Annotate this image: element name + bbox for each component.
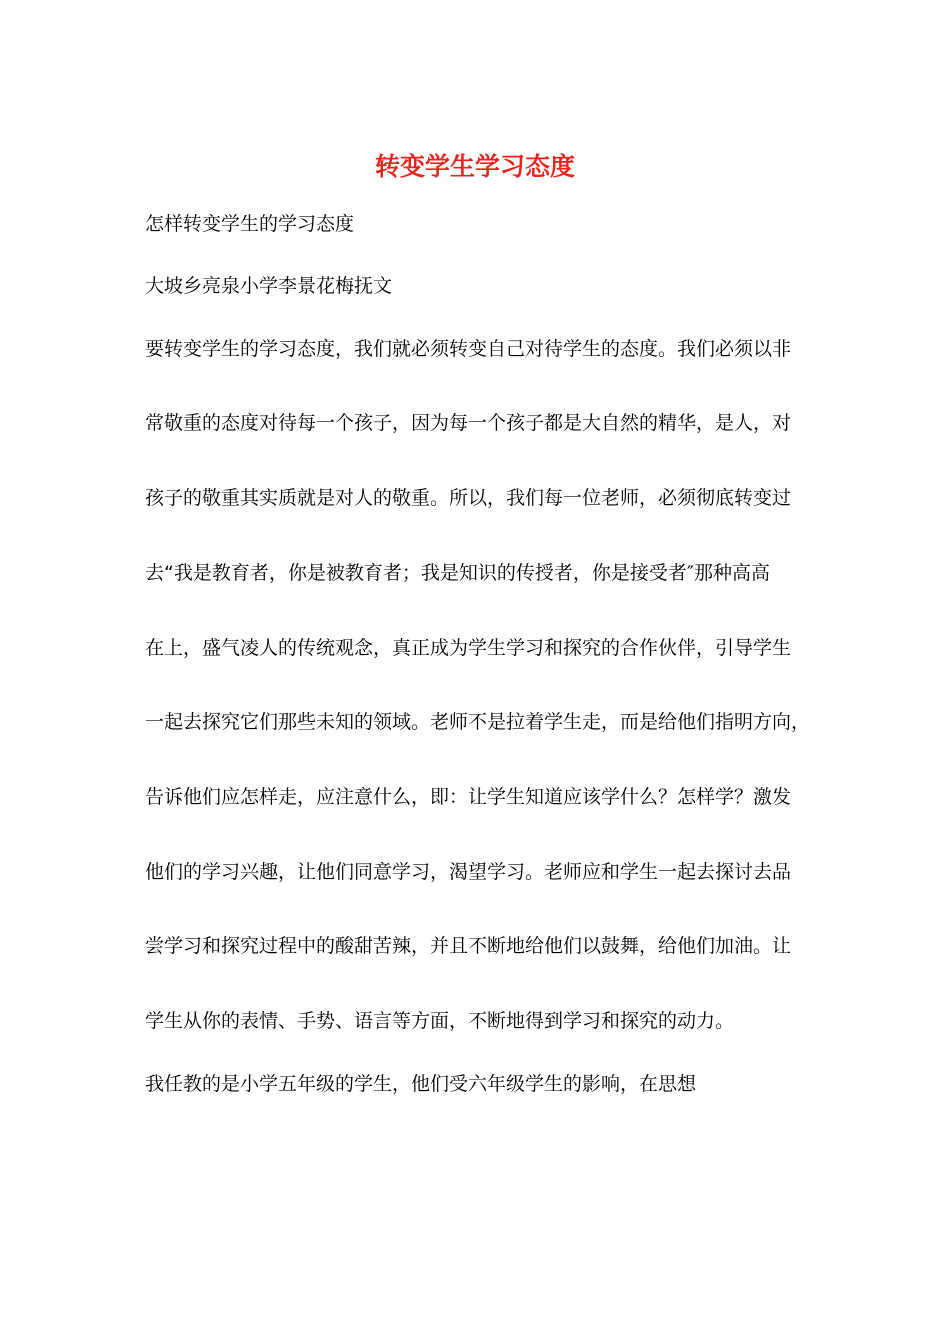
paragraph-line: 常敬重的态度对待每一个孩子，因为每一个孩子都是大自然的精华，是人，对 bbox=[145, 412, 792, 434]
paragraph-line: 去“我是教育者，你是被教育者；我是知识的传授者，你是接受者″那种高高 bbox=[145, 562, 770, 584]
document-title: 转变学生学习态度 bbox=[374, 152, 575, 181]
paragraph-line: 要转变学生的学习态度，我们就必须转变自己对待学生的态度。我们必须以非 bbox=[145, 338, 792, 360]
subtitle: 怎样转变学生的学习态度 bbox=[145, 213, 355, 235]
paragraph-line: 尝学习和探究过程中的酸甜苦辣，并且不断地给他们以鼓舞，给他们加油。让 bbox=[145, 935, 792, 957]
paragraph-line: 在上，盛气凌人的传统观念，真正成为学生学习和探究的合作伙伴，引导学生 bbox=[145, 637, 792, 659]
paragraph-line: 学生从你的表情、手势、语言等方面，不断地得到学习和探究的动力。 bbox=[145, 1010, 735, 1032]
paragraph-line: 他们的学习兴趣，让他们同意学习，渴望学习。老师应和学生一起去探讨去品 bbox=[145, 861, 792, 883]
paragraph-line: 我任教的是小学五年级的学生，他们受六年级学生的影响，在思想 bbox=[145, 1073, 697, 1095]
paragraph-line: 孩子的敬重其实质就是对人的敬重。所以，我们每一位老师，必须彻底转变过 bbox=[145, 487, 792, 509]
paragraph-line: 告诉他们应怎样走，应注意什么，即：让学生知道应该学什么？怎样学？激发 bbox=[145, 786, 792, 808]
paragraph-line: 一起去探究它们那些未知的领域。老师不是拉着学生走，而是给他们指明方向， bbox=[145, 711, 811, 733]
author-line: 大坡乡亮泉小学李景花梅抚文 bbox=[145, 275, 393, 297]
